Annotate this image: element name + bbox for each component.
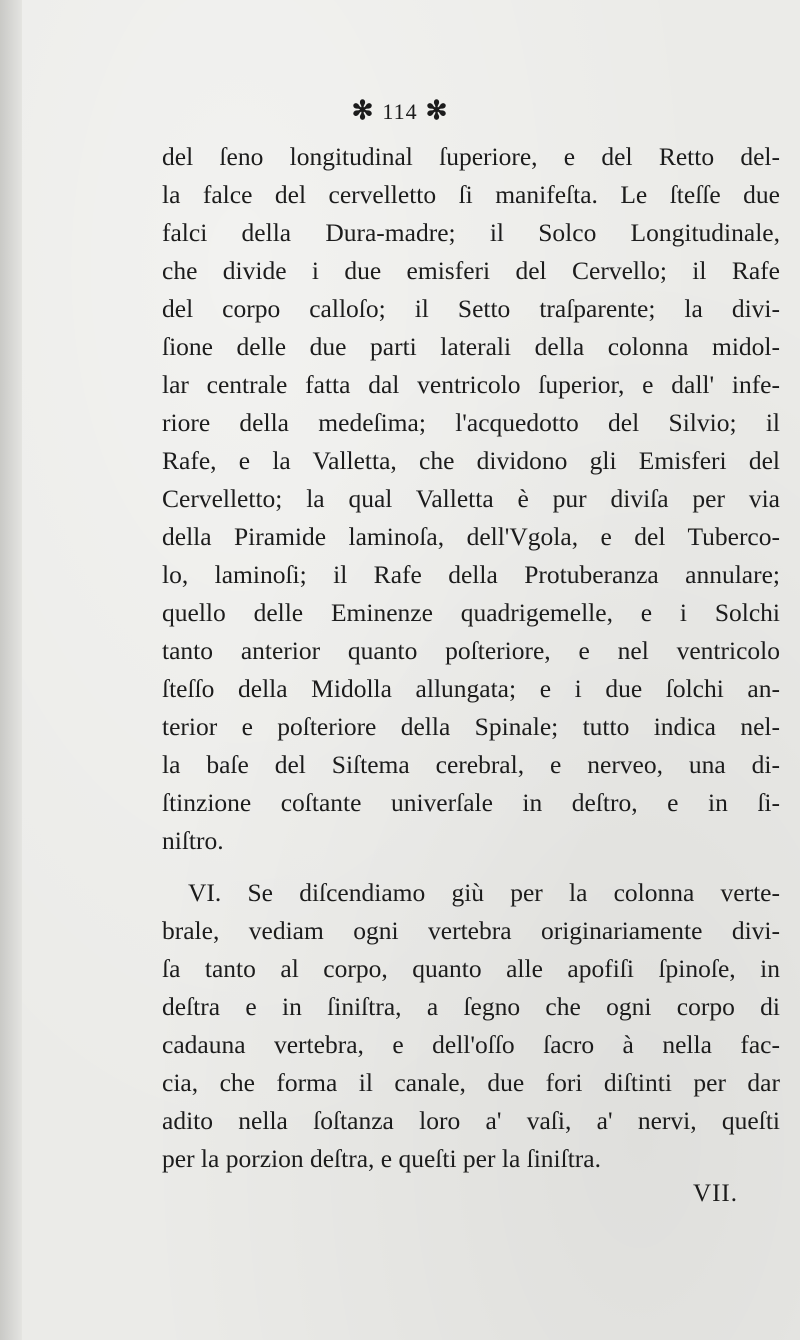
- text-line: ſione delle due parti laterali della colonna midol-: [162, 332, 780, 361]
- text-line: del corpo calloſo; il Setto traſparente; la divi-: [162, 294, 780, 323]
- text-line: adito nella ſoſtanza loro a' vaſi, a' nervi, queſti: [162, 1106, 780, 1135]
- text-line: del ſeno longitudinal ſuperiore, e del Retto del-: [162, 142, 780, 171]
- ornament-left-icon: ✻: [351, 96, 375, 125]
- text-line: lo, laminoſi; il Rafe della Protuberanza annulare;: [162, 560, 780, 589]
- body-text: [162, 138, 780, 1178]
- text-line: VI. Se diſcendiamo giù per la colonna verte-: [188, 878, 780, 907]
- text-line: tanto anterior quanto poſteriore, e nel ventricolo: [162, 636, 780, 665]
- text-line: ſtinzione coſtante univerſale in deſtro, e in ſi-: [162, 788, 780, 817]
- text-line: Cervelletto; la qual Valletta è pur diviſa per via: [162, 484, 780, 513]
- text-line: cia, che forma il canale, due fori diſtinti per dar: [162, 1068, 780, 1097]
- text-line: riore della medeſima; l'acquedotto del Silvio; il: [162, 408, 780, 437]
- text-line: della Piramide laminoſa, dell'Vgola, e del Tuberco-: [162, 522, 780, 551]
- page-number: 114: [382, 99, 418, 124]
- catchword: VII.: [693, 1180, 738, 1207]
- text-line: falci della Dura-madre; il Solco Longitudinale,: [162, 218, 780, 247]
- text-line: deſtra e in ſiniſtra, a ſegno che ogni corpo di: [162, 992, 780, 1021]
- text-line: la baſe del Siſtema cerebral, e nerveo, una di-: [162, 750, 780, 779]
- page-binding-edge: [0, 0, 22, 1340]
- text-line: niſtro.: [162, 826, 224, 855]
- page-header: [0, 98, 800, 125]
- paragraph-2: [162, 874, 780, 1178]
- text-line: brale, vediam ogni vertebra originariamente divi-: [162, 916, 780, 945]
- text-line: quello delle Eminenze quadrigemelle, e i Solchi: [162, 598, 780, 627]
- text-line: che divide i due emisferi del Cervello; il Rafe: [162, 256, 780, 285]
- text-line: lar centrale fatta dal ventricolo ſuperior, e dall' infe-: [162, 370, 780, 399]
- text-line: terior e poſteriore della Spinale; tutto indica nel-: [162, 712, 780, 741]
- ornament-right-icon: ✻: [425, 96, 449, 125]
- text-line: cadauna vertebra, e dell'oſſo ſacro à nella fac-: [162, 1030, 780, 1059]
- text-line: la falce del cervelletto ſi manifeſta. Le ſteſſe due: [162, 180, 780, 209]
- paragraph-1: [162, 138, 780, 860]
- text-line: per la porzion deſtra, e queſti per la ſiniſtra.: [162, 1144, 601, 1173]
- text-line: Rafe, e la Valletta, che dividono gli Emisferi del: [162, 446, 780, 475]
- text-line: ſteſſo della Midolla allungata; e i due ſolchi an-: [162, 674, 780, 703]
- text-line: ſa tanto al corpo, quanto alle apofiſi ſpinoſe, in: [162, 954, 780, 983]
